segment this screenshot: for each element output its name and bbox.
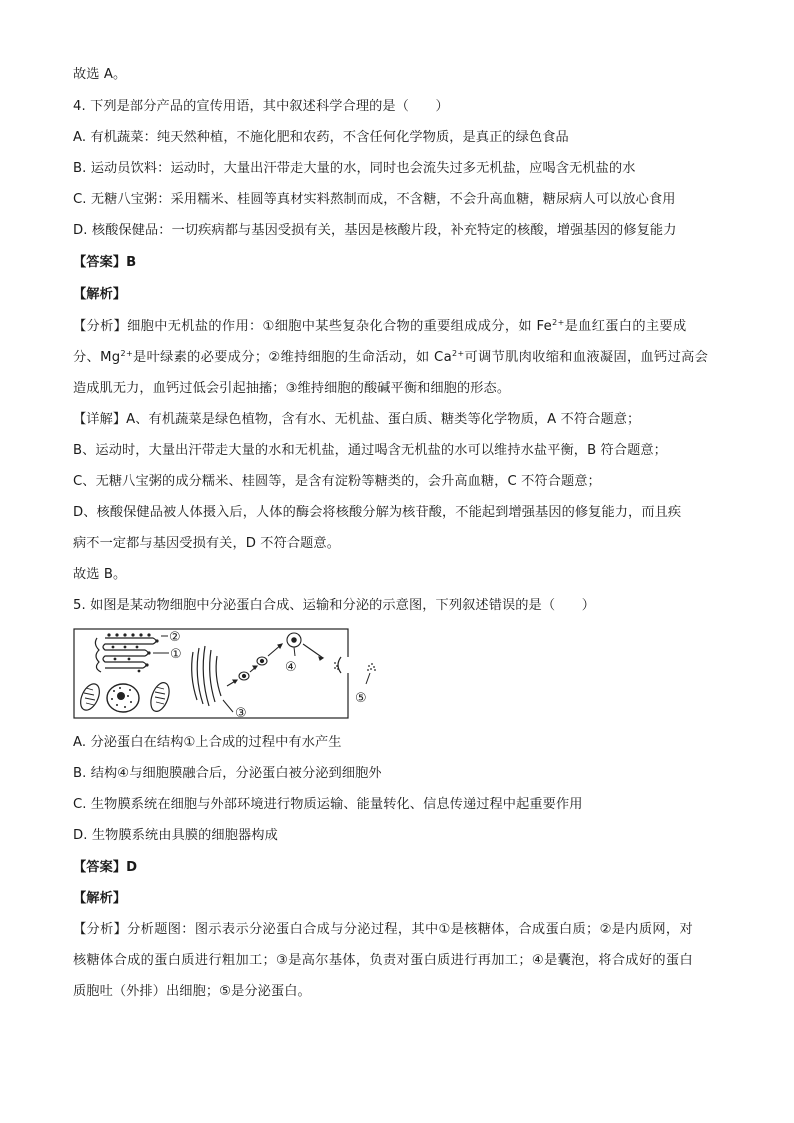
prev-choice-line: 故选 A。 — [73, 67, 127, 82]
mitochondrion-left — [77, 681, 103, 713]
endoplasmic-reticulum — [95, 633, 169, 672]
q4-option-a: A. 有机蔬菜：纯天然种植，不施化肥和农药，不含任何化学物质，是真正的绿色食品 — [73, 130, 569, 145]
q4-detail-line-3: C、无糖八宝粥的成分糯米、桂圆等，是含有淀粉等糖类的，会升高血糖，C 不符合题意； — [73, 474, 601, 489]
label-3: ③ — [235, 706, 247, 720]
q4-analysis-line-1-tail: 是血红蛋白的主要成 — [564, 319, 687, 334]
q5-stem: 5. 如图是某动物细胞中分泌蛋白合成、运输和分泌的示意图，下列叙述错误的是（ ） — [73, 598, 595, 613]
q4-stem: 4. 下列是部分产品的宣传用语，其中叙述科学合理的是（ ） — [73, 99, 449, 114]
q4-analysis-line-1 — [73, 318, 686, 336]
q5-option-d: D. 生物膜系统由具膜的细胞器构成 — [73, 828, 278, 843]
secreted-protein-outside — [355, 658, 385, 706]
q4-detail-line-2: B、运动时，大量出汗带走大量的水和无机盐，通过喝含无机盐的水可以维持水盐平衡，B 符合题意； — [73, 443, 667, 458]
q4-analysis-line-2-tail: 可调节肌肉收缩和血液凝固，血钙过高会 — [464, 350, 709, 365]
label-5: ⑤ — [355, 691, 367, 706]
q4-analysis-line-2-text: 分、Mg — [73, 350, 121, 365]
membrane-opening — [341, 657, 349, 673]
ca-superscript: 2+ — [452, 349, 465, 358]
q4-analysis-line-2 — [73, 349, 708, 367]
q5-option-a: A. 分泌蛋白在结构①上合成的过程中有水产生 — [73, 735, 342, 750]
q4-analysis-line-2-mid: 是叶绿素的必要成分；②维持细胞的生命活动，如 Ca — [133, 350, 453, 365]
label-2: ② — [169, 630, 181, 645]
transport-vesicles — [227, 633, 323, 686]
q4-jiexi-heading: 【解析】 — [73, 287, 127, 302]
label-4: ④ — [285, 660, 297, 675]
nucleus — [107, 684, 139, 712]
q4-detail-line-1: 【详解】A、有机蔬菜是绿色植物，含有水、无机盐、蛋白质、糖类等化学物质，A 不符合题意； — [73, 412, 641, 427]
golgi-apparatus — [192, 646, 233, 712]
mitochondrion-right — [147, 680, 172, 714]
mg-superscript: 2+ — [120, 349, 134, 358]
q4-detail-line-4: D、核酸保健品被人体摄入后，人体的酶会将核酸分解为核苷酸，不能起到增强基因的修复能力，而且疾 — [73, 505, 682, 520]
q5-option-b: B. 结构④与细胞膜融合后，分泌蛋白被分泌到细胞外 — [73, 766, 382, 781]
q4-option-b: B. 运动员饮料：运动时，大量出汗带走大量的水，同时也会流失过多无机盐，应喝含无机盐的水 — [73, 161, 636, 176]
q4-choice-line: 故选 B。 — [73, 567, 127, 582]
q4-answer: 【答案】B — [73, 255, 137, 270]
secretory-protein-diagram — [73, 628, 349, 720]
q4-analysis-line-1-text: 【分析】细胞中无机盐的作用：①细胞中某些复杂化合物的重要组成成分，如 Fe — [73, 319, 553, 334]
membrane-fusion-curve — [338, 657, 341, 673]
q4-option-c: C. 无糖八宝粥：采用糯米、桂圆等真材实料熬制而成，不含糖，不会升高血糖，糖尿病人可以放心食用 — [73, 192, 676, 207]
q4-option-d: D. 核酸保健品：一切疾病都与基因受损有关，基因是核酸片段，补充特定的核酸，增强基因的修复能力 — [73, 223, 677, 238]
q4-analysis-line-3: 造成肌无力，血钙过低会引起抽搐；③维持细胞的酸碱平衡和细胞的形态。 — [73, 381, 511, 396]
q5-analysis-line-3: 质胞吐（外排）出细胞；⑤是分泌蛋白。 — [73, 984, 311, 999]
q5-option-c: C. 生物膜系统在细胞与外部环境进行物质运输、能量转化、信息传递过程中起重要作用 — [73, 797, 583, 812]
q5-analysis-line-1: 【分析】分析题图：图示表示分泌蛋白合成与分泌过程，其中①是核糖体，合成蛋白质；②是内质网，对 — [73, 922, 693, 937]
q5-answer: 【答案】D — [73, 860, 138, 875]
q4-detail-line-5: 病不一定都与基因受损有关，D 不符合题意。 — [73, 536, 341, 551]
q5-analysis-line-2: 核糖体合成的蛋白质进行粗加工；③是高尔基体，负责对蛋白质进行再加工；④是囊泡，将合成好的蛋白 — [73, 953, 693, 968]
fe-superscript: 2+ — [552, 318, 565, 327]
q5-jiexi-heading: 【解析】 — [73, 891, 127, 906]
label-1: ① — [170, 647, 182, 662]
